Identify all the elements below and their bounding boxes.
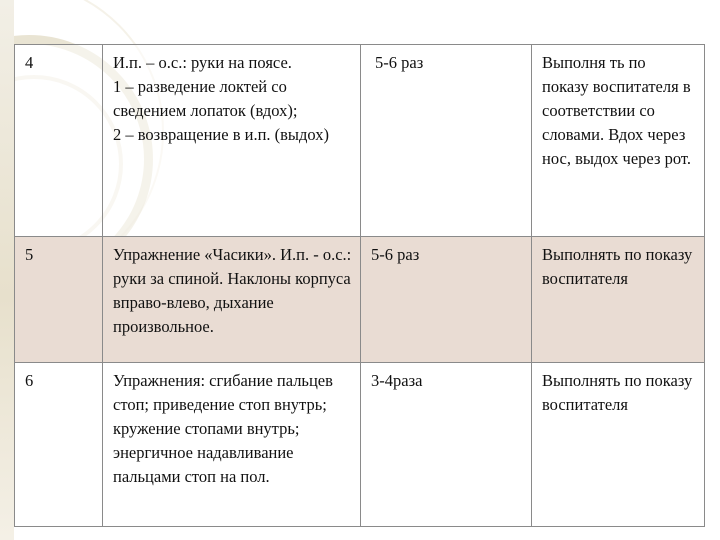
table-row	[15, 237, 705, 363]
exercise-description-cell: Упражнения: сгибание пальцев стоп; приведение стоп внутрь; кружение стопами внутрь; энергичное надавливание пальцами стоп на пол.	[103, 363, 361, 527]
exercise-description-cell: Упражнение «Часики». И.п. - о.с.: руки за спиной. Наклоны корпуса вправо-влево, дыхание произвольное.	[103, 237, 361, 363]
instructions-cell: Выполня ть по показу воспитателя в соответствии со словами. Вдох через нос, выдох через рот.	[532, 45, 705, 237]
instructions-cell: Выполнять по показу воспитателя	[532, 237, 705, 363]
row-number-cell: 5	[15, 237, 103, 363]
exercise-description-cell: И.п. – о.с.: руки на поясе. 1 – разведение локтей со сведением лопаток (вдох); 2 – возвращение в и.п. (выдох)	[103, 45, 361, 237]
row-number-cell: 6	[15, 363, 103, 527]
exercise-table	[14, 44, 705, 527]
table-row	[15, 363, 705, 527]
decorative-left-band	[0, 0, 14, 540]
dosage-cell: 5-6 раз	[361, 237, 532, 363]
instructions-cell: Выполнять по показу воспитателя	[532, 363, 705, 527]
dosage-cell: 3-4раза	[361, 363, 532, 527]
dosage-cell: 5-6 раз	[361, 45, 532, 237]
table-row	[15, 45, 705, 237]
row-number-cell: 4	[15, 45, 103, 237]
